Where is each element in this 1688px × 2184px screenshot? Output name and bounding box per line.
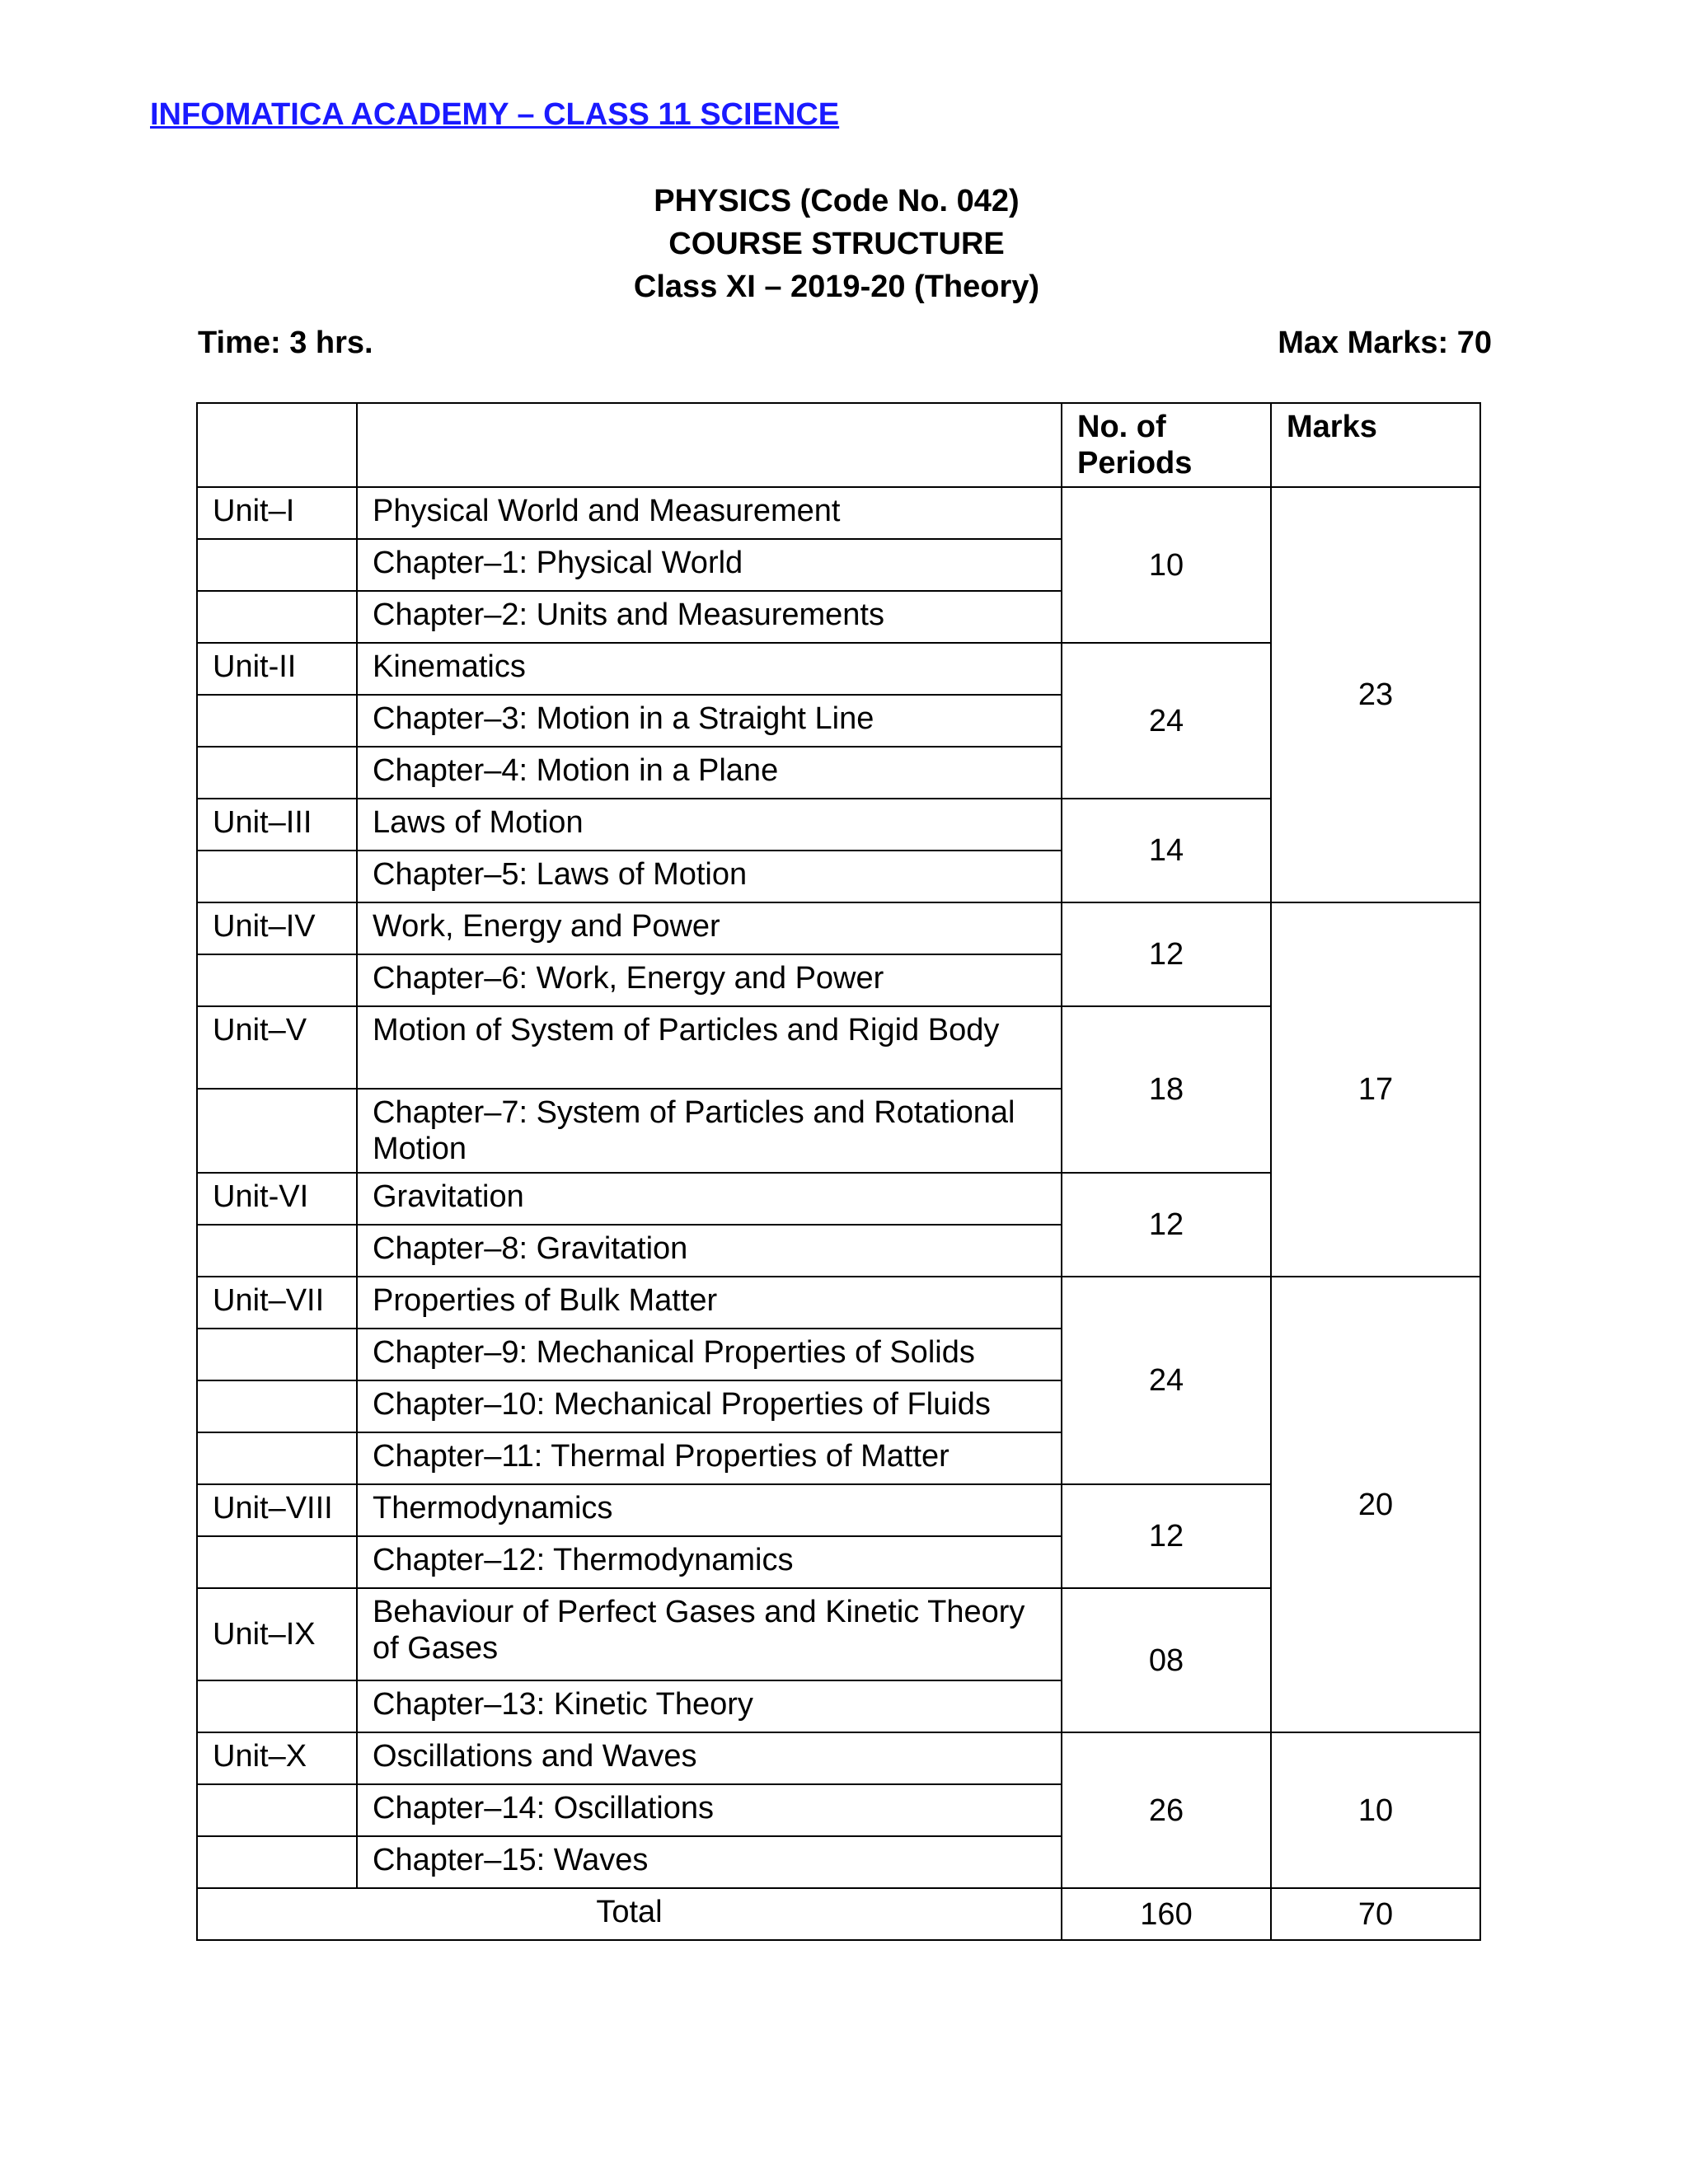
periods-value: 12 [1062, 902, 1271, 1006]
empty-unit-cell [197, 1836, 357, 1888]
empty-unit-cell [197, 1089, 357, 1173]
unit-title: Kinematics [357, 643, 1062, 695]
unit-title: Laws of Motion [357, 799, 1062, 851]
unit-title: Properties of Bulk Matter [357, 1277, 1062, 1329]
course-structure-heading: COURSE STRUCTURE [668, 227, 1005, 261]
header-unit-cell [197, 403, 357, 487]
table-row [197, 1732, 1480, 1784]
header-marks: Marks [1271, 403, 1480, 487]
unit-title: Behaviour of Perfect Gases and Kinetic Theory of Gases [357, 1588, 1062, 1680]
empty-unit-cell [197, 851, 357, 902]
marks-value: 10 [1271, 1732, 1480, 1888]
table-row [197, 1277, 1480, 1329]
empty-unit-cell [197, 1536, 357, 1588]
total-marks: 70 [1271, 1888, 1480, 1940]
unit-label: Unit–IV [197, 902, 357, 954]
empty-unit-cell [197, 1784, 357, 1836]
table-row [197, 487, 1480, 539]
empty-unit-cell [197, 539, 357, 591]
total-row [197, 1888, 1480, 1940]
periods-value: 12 [1062, 1173, 1271, 1277]
subject-title: PHYSICS (Code No. 042) [654, 184, 1020, 218]
table-header-row [197, 403, 1480, 487]
unit-label: Unit–III [197, 799, 357, 851]
periods-value: 18 [1062, 1006, 1271, 1173]
periods-value: 14 [1062, 799, 1271, 902]
unit-label: Unit–VIII [197, 1484, 357, 1536]
chapter-title: Chapter–9: Mechanical Properties of Solids [357, 1329, 1062, 1380]
chapter-title: Chapter–8: Gravitation [357, 1225, 1062, 1277]
table-row [197, 902, 1480, 954]
chapter-title: Chapter–2: Units and Measurements [357, 591, 1062, 643]
unit-title: Oscillations and Waves [357, 1732, 1062, 1784]
course-structure-table [196, 402, 1481, 1941]
chapter-title: Chapter–14: Oscillations [357, 1784, 1062, 1836]
unit-label: Unit-VI [197, 1173, 357, 1225]
header-link[interactable]: INFOMATICA ACADEMY – CLASS 11 SCIENCE [150, 97, 840, 132]
chapter-title: Chapter–13: Kinetic Theory [357, 1680, 1062, 1732]
unit-title: Thermodynamics [357, 1484, 1062, 1536]
chapter-title: Chapter–10: Mechanical Properties of Fluids [357, 1380, 1062, 1432]
time-label: Time: 3 hrs. [198, 326, 373, 360]
header-periods: No. of Periods [1062, 403, 1271, 487]
periods-value: 08 [1062, 1588, 1271, 1732]
unit-title: Physical World and Measurement [357, 487, 1062, 539]
unit-label: Unit–I [197, 487, 357, 539]
marks-value: 23 [1271, 487, 1480, 902]
chapter-title: Chapter–15: Waves [357, 1836, 1062, 1888]
marks-value: 20 [1271, 1277, 1480, 1732]
empty-unit-cell [197, 1329, 357, 1380]
chapter-title: Chapter–3: Motion in a Straight Line [357, 695, 1062, 747]
periods-value: 24 [1062, 1277, 1271, 1484]
max-marks-label: Max Marks: 70 [1278, 326, 1492, 360]
chapter-title: Chapter–4: Motion in a Plane [357, 747, 1062, 799]
empty-unit-cell [197, 1680, 357, 1732]
class-session-heading: Class XI – 2019-20 (Theory) [633, 269, 1040, 304]
chapter-title: Chapter–11: Thermal Properties of Matter [357, 1432, 1062, 1484]
periods-value: 24 [1062, 643, 1271, 799]
header-title-cell [357, 403, 1062, 487]
periods-value: 10 [1062, 487, 1271, 643]
empty-unit-cell [197, 1225, 357, 1277]
empty-unit-cell [197, 954, 357, 1006]
periods-value: 26 [1062, 1732, 1271, 1888]
unit-label: Unit-II [197, 643, 357, 695]
empty-unit-cell [197, 747, 357, 799]
unit-title: Motion of System of Particles and Rigid Body [357, 1006, 1062, 1089]
empty-unit-cell [197, 591, 357, 643]
unit-label: Unit–VII [197, 1277, 357, 1329]
chapter-title: Chapter–1: Physical World [357, 539, 1062, 591]
chapter-title: Chapter–7: System of Particles and Rotational Motion [357, 1089, 1062, 1173]
empty-unit-cell [197, 1380, 357, 1432]
marks-value: 17 [1271, 902, 1480, 1277]
unit-title: Work, Energy and Power [357, 902, 1062, 954]
empty-unit-cell [197, 1432, 357, 1484]
unit-title: Gravitation [357, 1173, 1062, 1225]
unit-label: Unit–X [197, 1732, 357, 1784]
periods-value: 12 [1062, 1484, 1271, 1588]
chapter-title: Chapter–6: Work, Energy and Power [357, 954, 1062, 1006]
chapter-title: Chapter–5: Laws of Motion [357, 851, 1062, 902]
title-block [0, 180, 1673, 308]
total-label: Total [197, 1888, 1062, 1940]
unit-label: Unit–IX [197, 1588, 357, 1680]
unit-label: Unit–V [197, 1006, 357, 1089]
chapter-title: Chapter–12: Thermodynamics [357, 1536, 1062, 1588]
empty-unit-cell [197, 695, 357, 747]
total-periods: 160 [1062, 1888, 1271, 1940]
